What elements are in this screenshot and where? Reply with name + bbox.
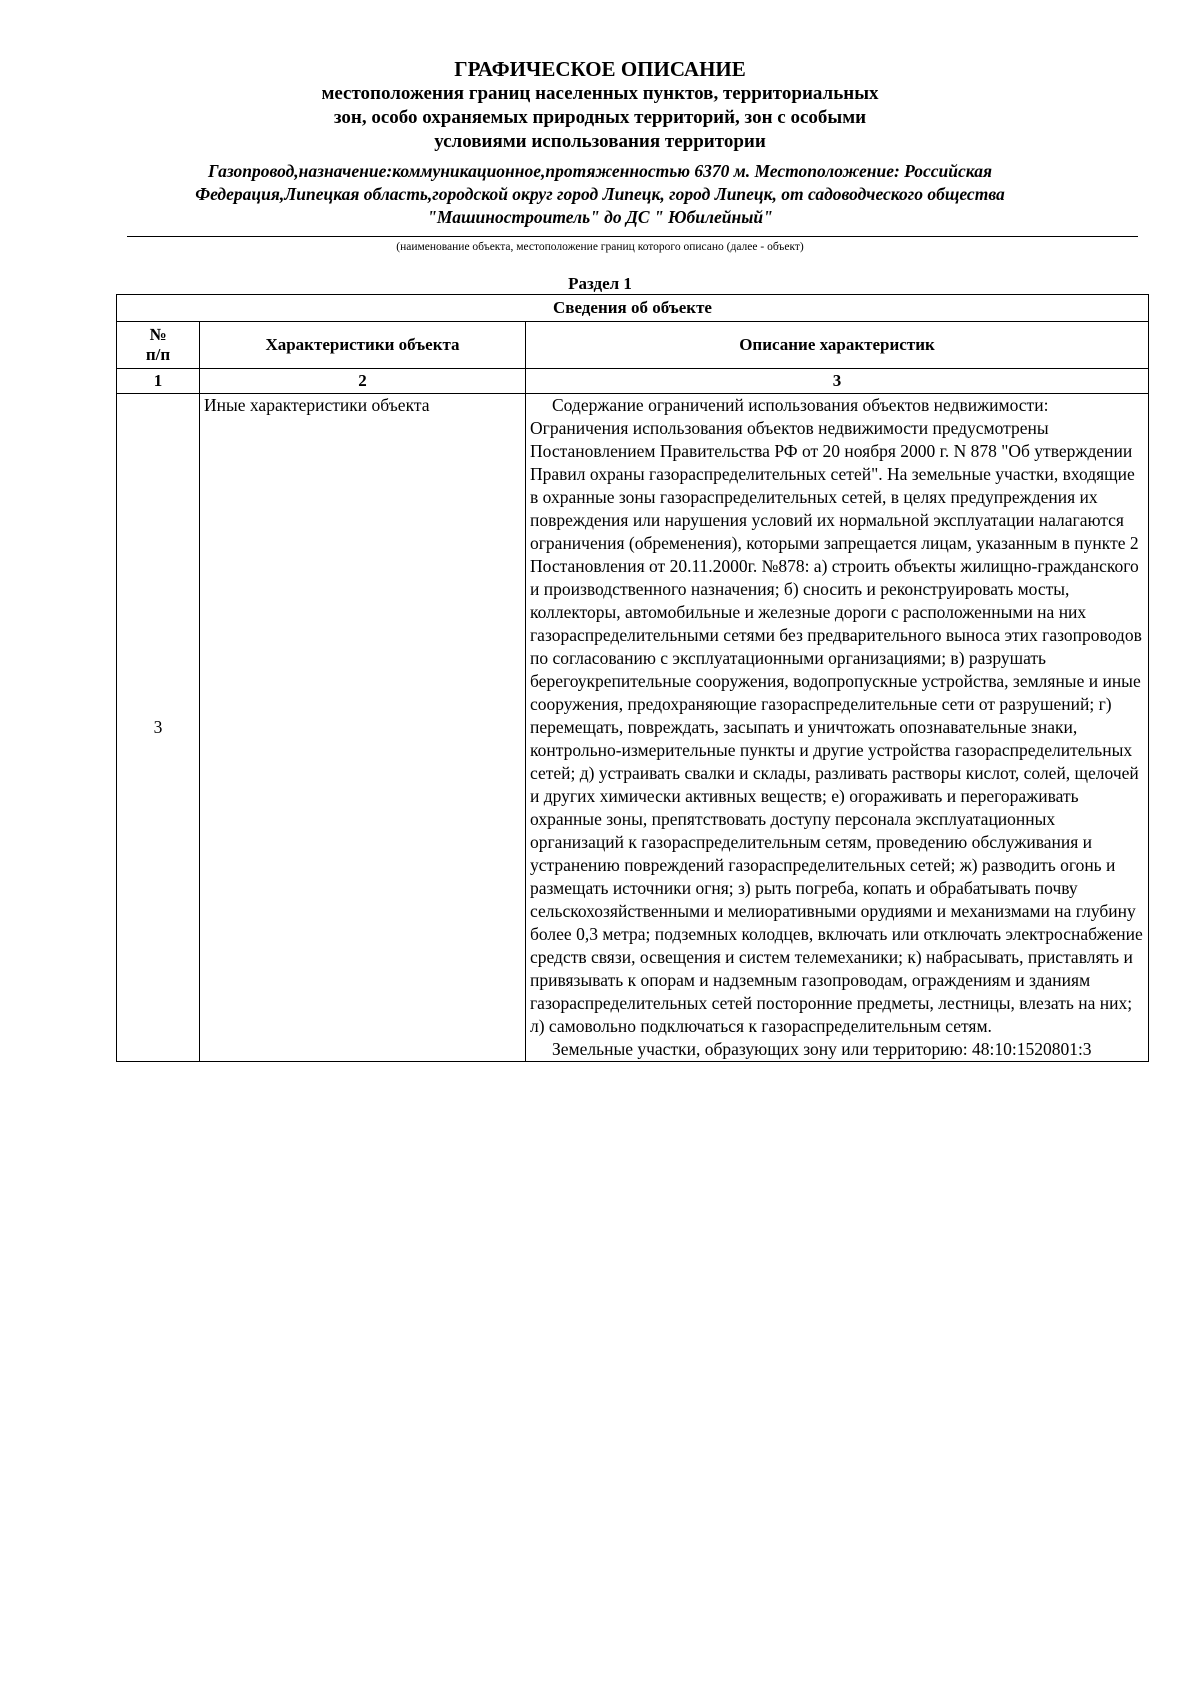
row-characteristic: Иные характеристики объекта <box>200 394 526 1062</box>
object-info-table <box>116 294 1149 1062</box>
object-description-line-2: Федерация,Липецкая область,городской округ город Липецк, город Липецк, от садоводческого общества <box>195 184 1005 204</box>
object-caption: (наименование объекта, местоположение границ которого описано (далее - объект) <box>396 241 804 253</box>
subtitle-line-1: местоположения границ населенных пунктов, территориальных <box>321 83 879 104</box>
header-num <box>117 322 200 369</box>
row-number: 3 <box>117 394 200 1062</box>
column-number: 1 <box>117 369 200 394</box>
table-header-row <box>117 322 1149 369</box>
table-caption-row <box>117 295 1149 322</box>
subtitle-line-3: условиями использования территории <box>434 131 766 152</box>
object-description <box>90 160 1110 229</box>
object-description-line-1: Газопровод,назначение:коммуникационное,протяженностью 6370 м. Местоположение: Российская <box>208 161 992 181</box>
table-row <box>117 394 1149 1062</box>
subtitle-line-2: зон, особо охраняемых природных территорий, зон с особыми <box>333 107 867 128</box>
description-paragraph-restrictions: Содержание ограничений использования объектов недвижимости: Ограничения использования объектов недвижимости предусмотрены Постановлением Правительства РФ от 20 ноября 2000 г. N 878 "Об утверждении Правил охраны газораспределительных сетей". На земельные участки, входящие в охранные зоны газораспределительных сетей, в целях предупреждения их повреждения или нарушения условий их нормальной эксплуатации налагаются ограничения (обременения), которыми запрещается лицам, указанным в пункте 2 Постановления от 20.11.2000г. №878: а) строить объекты жилищно-гражданского и производственного назначения; б) сносить и реконструировать мосты, коллекторы, автомобильные и железные дороги с расположенными на них газораспределительными сетями без предварительного выноса этих газопроводов по согласованию с эксплуатационными организациями; в) разрушать берегоукрепительные сооружения, водопропускные устройства, земляные и иные сооружения, предохраняющие газораспределительные сети от разрушений; г) перемещать, повреждать, засыпать и уничтожать опознавательные знаки, контрольно-измерительные пункты и другие устройства газораспределительных сетей; д) устраивать свалки и склады, разливать растворы кислот, солей, щелочей и других химически активных веществ; е) огораживать и перегораживать охранные зоны, препятствовать доступу персонала эксплуатационных организаций к газораспределительным сетям, проведению обслуживания и устранению повреждений газораспределительных сетей; ж) разводить огонь и размещать источники огня; з) рыть погреба, копать и обрабатывать почву сельскохозяйственными и мелиоративными орудиями и механизмами на глубину более 0,3 метра; подземных колодцев, включать или отключать электроснабжение средств связи, освещения и систем телемеханики; к) набрасывать, приставлять и привязывать к опорам и надземным газопроводам, ограждениям и зданиям газораспределительных сетей посторонние предметы, лестницы, влезать на них; л) самовольно подключаться к газораспределительным сетям. <box>530 395 1143 1036</box>
column-numbers-row <box>117 369 1149 394</box>
document-title: ГРАФИЧЕСКОЕ ОПИСАНИЕ <box>454 57 746 81</box>
object-description-line-3: "Машиностроитель" до ДС " Юбилейный" <box>427 207 773 227</box>
row-description <box>526 394 1149 1062</box>
header-description: Описание характеристик <box>526 322 1149 369</box>
header-num-line-2: п/п <box>145 345 171 364</box>
table-caption: Сведения об объекте <box>117 295 1149 322</box>
column-number: 2 <box>200 369 526 394</box>
column-number: 3 <box>526 369 1149 394</box>
description-underline <box>127 236 1138 237</box>
description-paragraph-land-plots: Земельные участки, образующих зону или территорию: 48:10:1520801:3 <box>552 1039 1092 1059</box>
header-num-line-1: № <box>149 325 167 344</box>
document-header <box>0 56 1200 229</box>
header-characteristics: Характеристики объекта <box>200 322 526 369</box>
section-label: Раздел 1 <box>568 274 632 293</box>
